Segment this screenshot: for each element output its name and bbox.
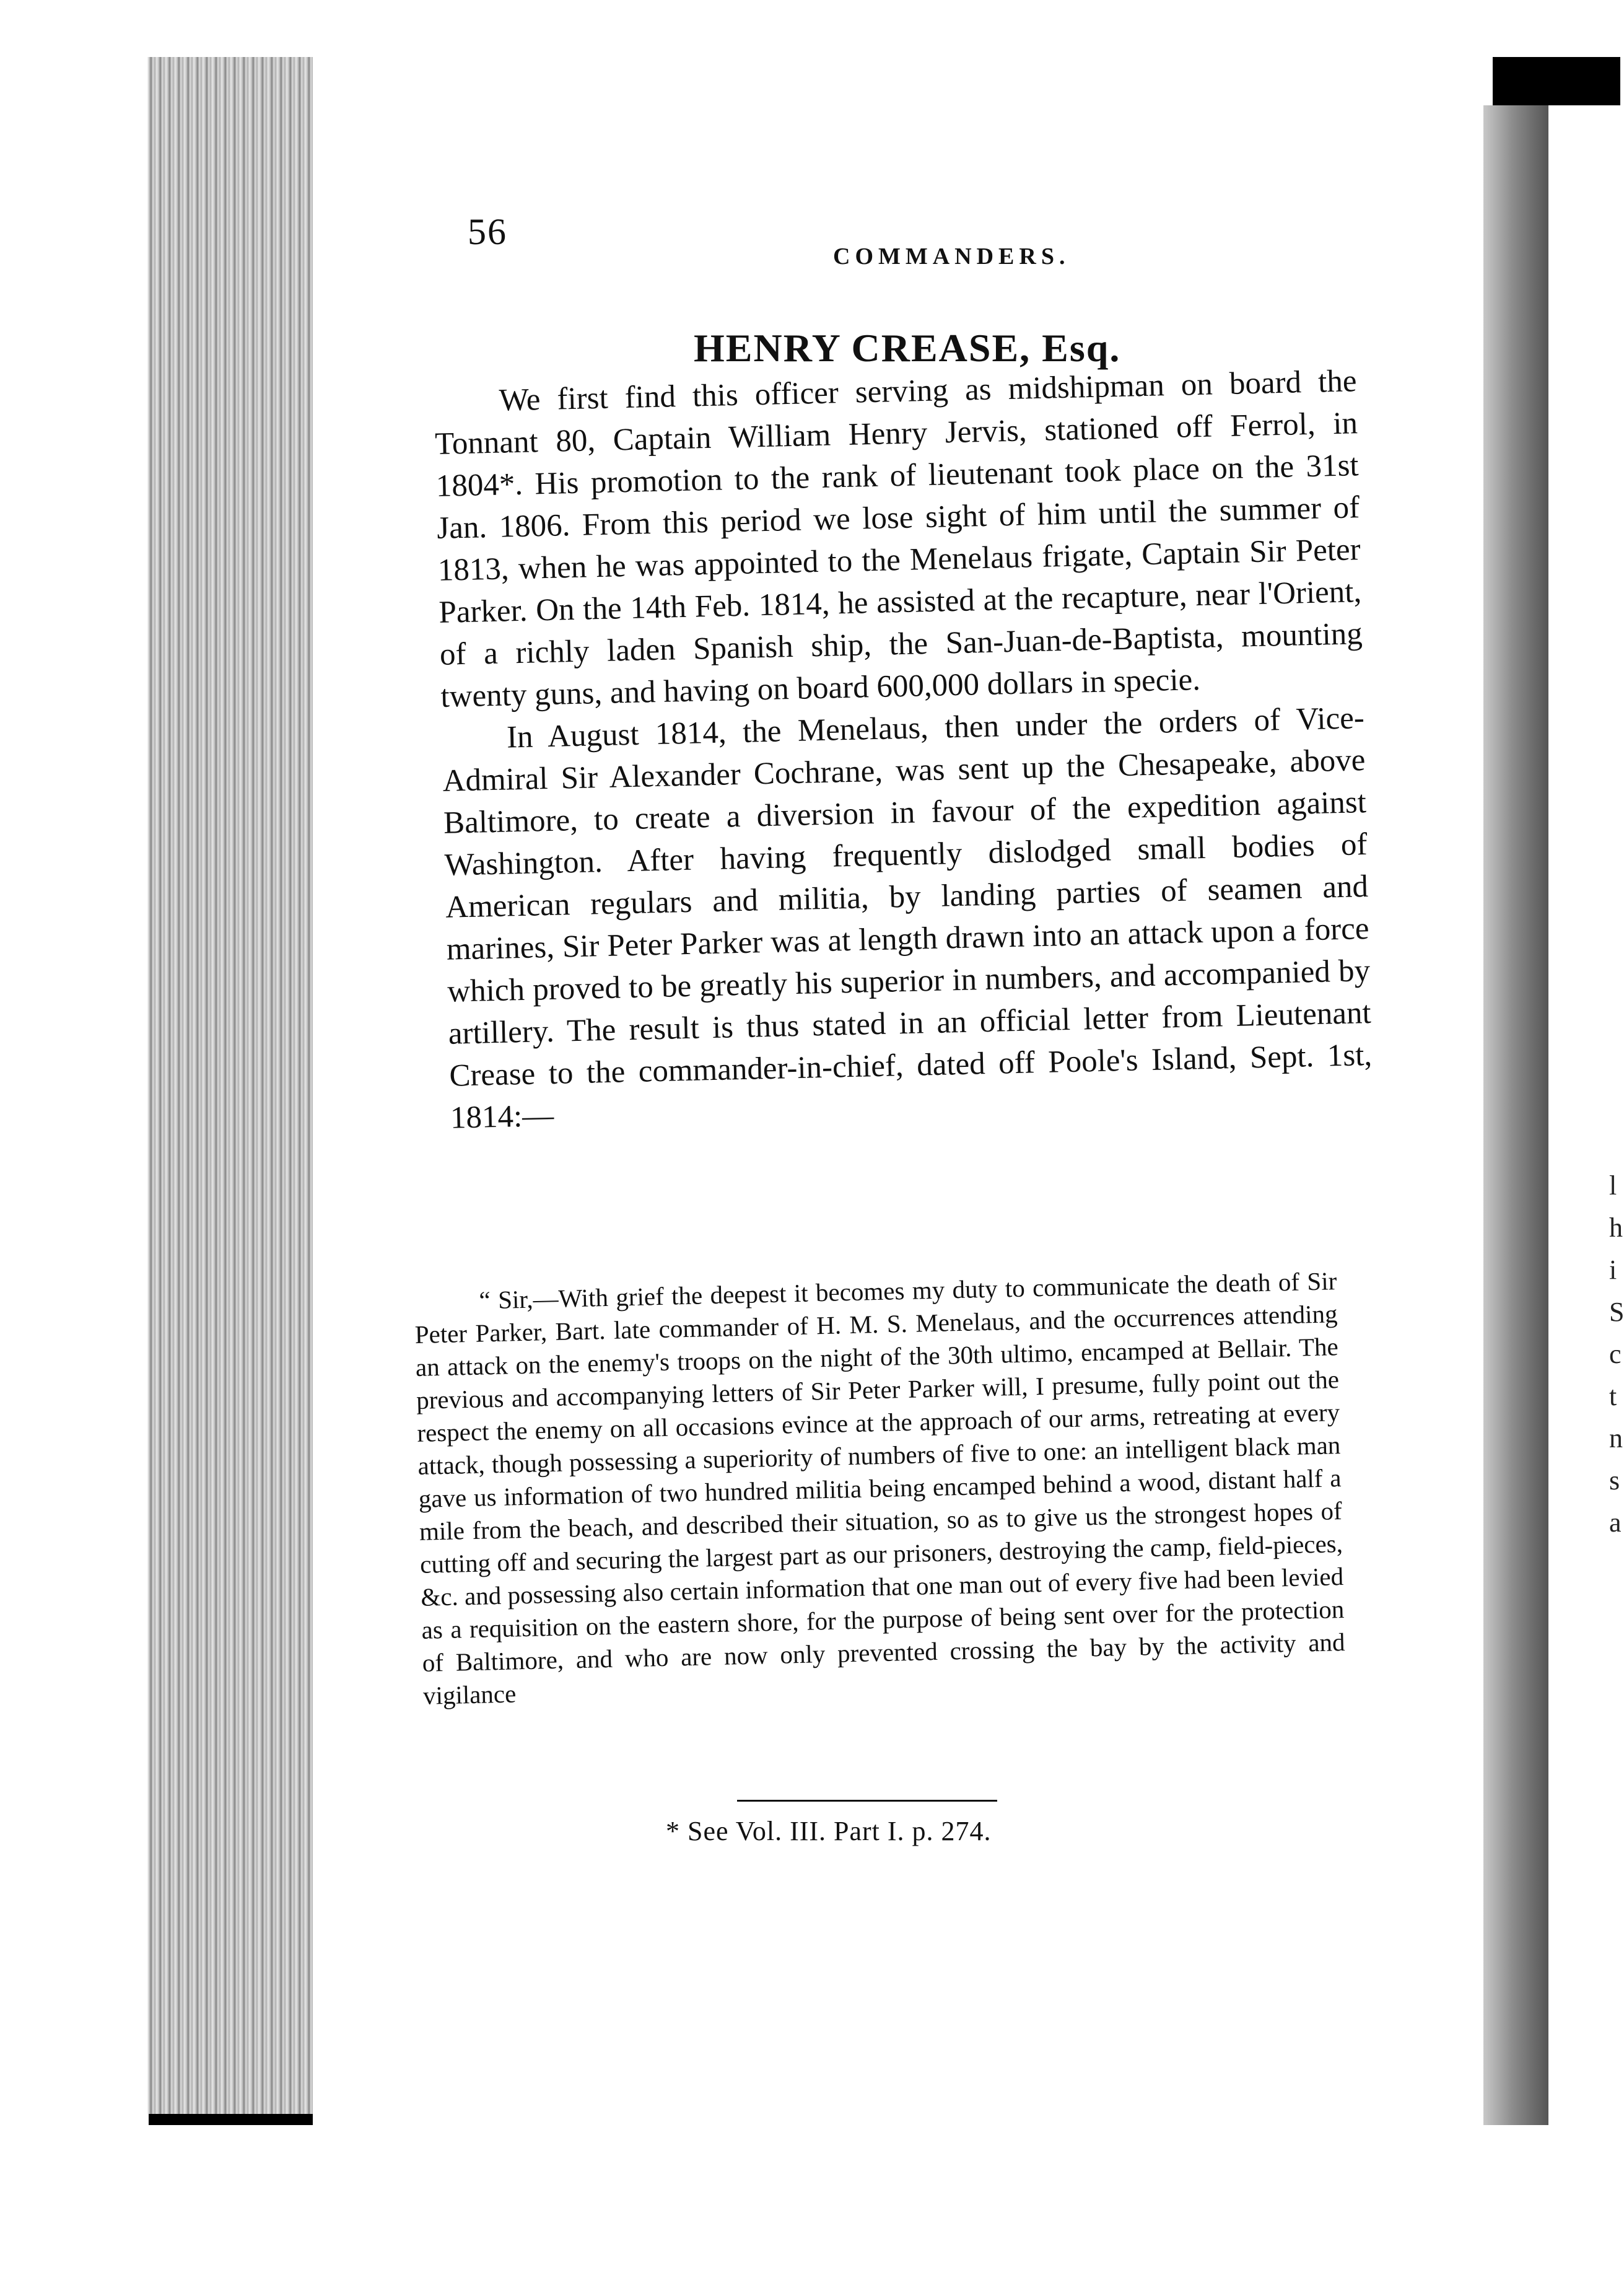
quoted-letter-text: “ Sir,—With grief the deepest it becomes my duty to communicate the death of Sir Peter Parker, Bart. late commander of H. M. S. Menelaus, and the occurrences attending an attack on the enemy's troops on the night of the 30th ultimo, encamped at Bellair. The previous and accompanying letters of Sir Peter Parker will, I presume, fully point out the respect the enemy on all occasions evince at the approach of our arms, retreating at every attack, though possessing a superiority of numbers of five to one: an intelligent black man gave us information of two hundred militia being encamped behind a wood, distant half a mile from the beach, and described their situation, so as to give us the strongest hopes of cutting off and securing the largest part as our prisoners, destroying the camp, field-pieces, &c. and possessing also certain information that one man out of every five had been levied as a requisition on the eastern shore, for the purpose of being sent over for the protection of Baltimore, and who are now only prevented crossing the bay by the activity and vigilance: [414, 1266, 1345, 1710]
page-number: 56: [468, 211, 507, 252]
facing-page-text-fragment: l h i S c t n s a: [1609, 1170, 1624, 1538]
paragraph-1: We first find this officer serving as midshipman on board the Tonnant 80, Captain William Henry Jervis, stationed off Ferrol, in 1804*. His promotion to the rank of lieutenant took place on the 31st Jan. 1806. From this period we lose sight of him until the summer of 1813, when he was appointed to the Menelaus frigate, Captain Sir Peter Parker. On the 14th Feb. 1814, he assisted at the recapture, near l'Orient, of a richly laden Spanish ship, the San-Juan-de-Baptista, mounting twenty guns, and having on board 600,000 dollars in specie.: [434, 364, 1363, 714]
page-gutter-shadow: [1483, 105, 1548, 2125]
paragraph-2: In August 1814, the Menelaus, then under the orders of Vice-Admiral Sir Alexander Cochrane, was sent up the Chesapeake, above Baltimore, to create a diversion in favour of the expedition against Washington. After having frequently dislodged small bodies of American regulars and militia, by landing parties of seamen and marines, Sir Peter Parker was at length drawn into an attack upon a force which proved to be greatly his superior in numbers, and accompanied by artillery. The result is thus stated in an official letter from Lieutenant Crease to the commander-in-chief, dated off Poole's Island, Sept. 1st, 1814:—: [442, 701, 1373, 1136]
article-title: HENRY CREASE, Esq.: [694, 326, 1121, 370]
footnote: * See Vol. III. Part I. p. 274.: [666, 1816, 992, 1846]
running-head: COMMANDERS.: [833, 243, 1070, 270]
body-text: [434, 360, 1373, 1139]
top-margin: [0, 0, 1620, 57]
book-page-edges: [147, 57, 315, 2114]
left-margin: [0, 0, 149, 2275]
footnote-rule: [737, 1800, 997, 1802]
quoted-letter: [414, 1265, 1346, 1712]
bottom-margin: [0, 2125, 1620, 2275]
